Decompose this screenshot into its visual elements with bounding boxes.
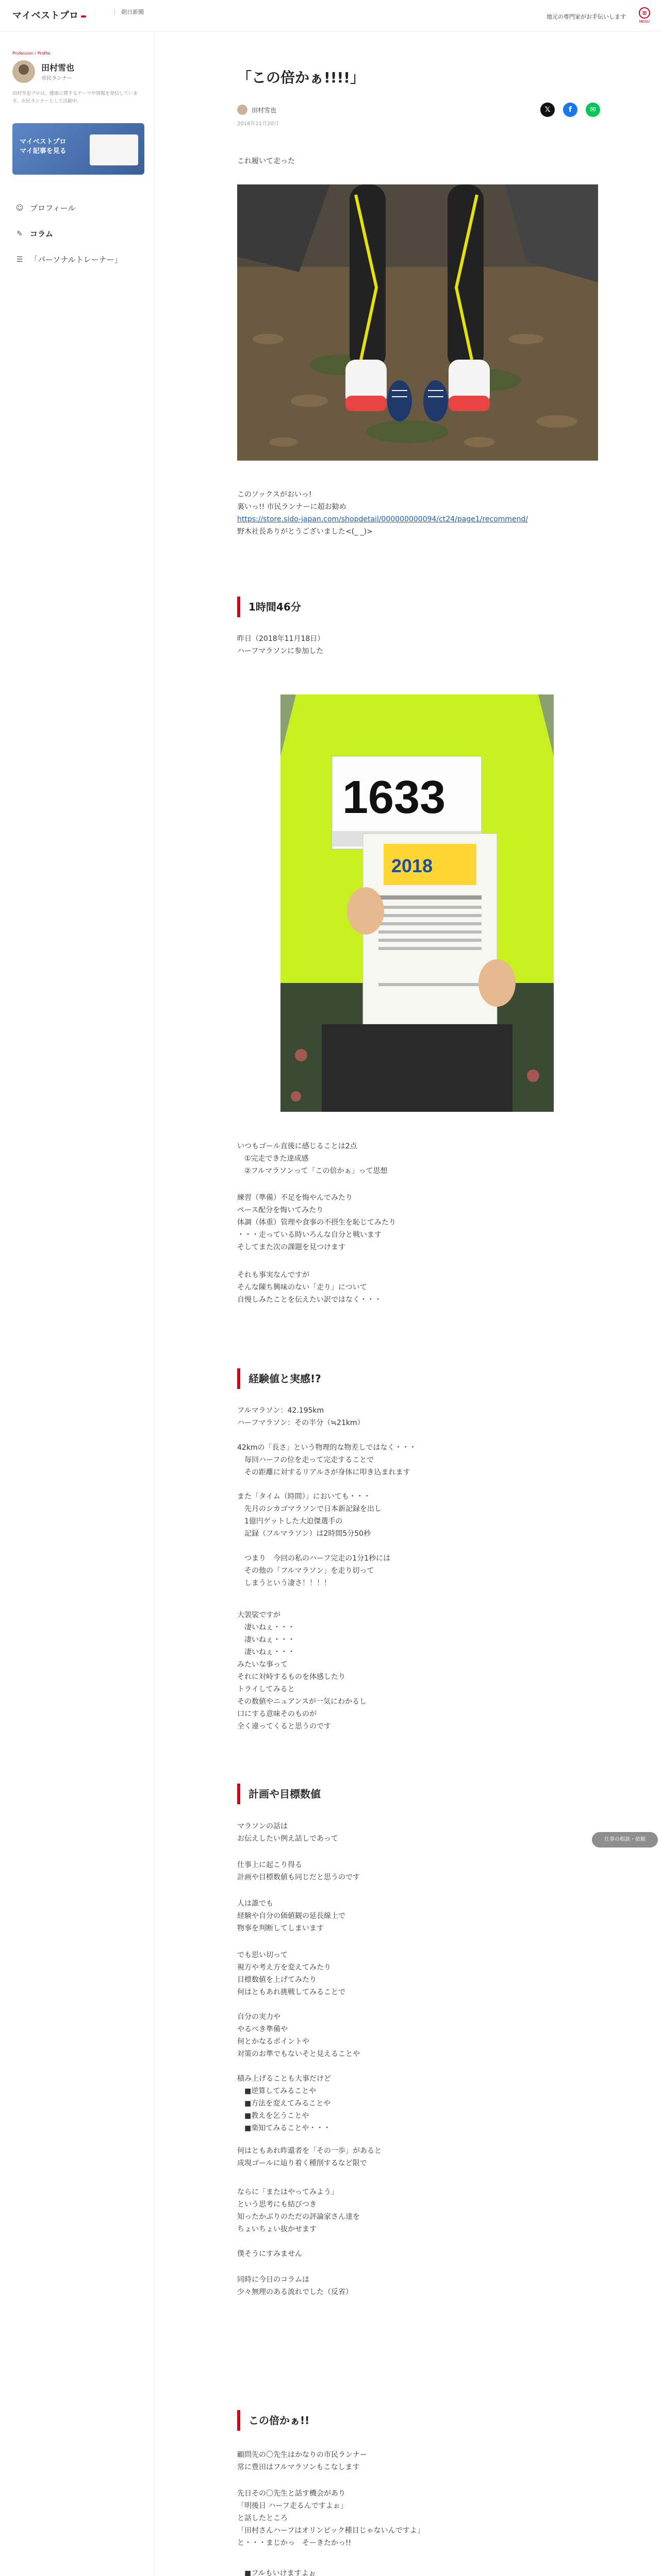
section-paragraph: フルマラソン：42.195km ハーフマラソン：その半分（≒21km） bbox=[237, 1406, 365, 1427]
share-x-button[interactable] bbox=[540, 103, 555, 117]
section-paragraph: それも事実なんですが そんな陳ち興味のない「走り」について 自慢しみたことを伝えたい訳ではなく・・・ bbox=[237, 1271, 382, 1304]
sidebar-name[interactable]: 田村雪也 bbox=[41, 63, 75, 73]
section-paragraph: 昨日（2018年11月18日） ハーフマラソンに参加した bbox=[237, 635, 325, 655]
sock-shop-link-row bbox=[237, 513, 598, 526]
sidebar-item-label: プロフィール bbox=[30, 204, 76, 213]
section-paragraph: 自分の実力や やるべき準備や 何とかなるポイントや 対策のお準でもないそと見えることや bbox=[237, 2013, 360, 2058]
menu-button[interactable] bbox=[636, 7, 653, 25]
logo-text: マイベストプロ bbox=[12, 10, 79, 21]
sidebar-item-label: 「パーソナルトレーナー」 bbox=[30, 255, 122, 264]
partner-logo[interactable] bbox=[114, 9, 144, 15]
share-line-button[interactable] bbox=[586, 103, 600, 117]
facebook-icon: f bbox=[568, 106, 572, 114]
sidebar-banner[interactable] bbox=[12, 123, 144, 175]
sidebar-item-trainer[interactable] bbox=[12, 247, 144, 273]
sidebar-item-column[interactable] bbox=[12, 221, 144, 247]
section-paragraph: 先日その〇先生と話す機会があり 「明後日 ハーフ走るんですよぉ」 と話したところ 「田村さんハーフはオリンピック種目じゃないんですよ」 と・・・まじかっ そーきたかっ!! bbox=[237, 2489, 424, 2547]
section-paragraph: 練習（準備）不足を悔やんでみたり ペース配分を悔いてみたり 体調（体重）管理や食事の不摂生を恥じてみたり ・・・走っている時いろんな自分と戦います そしてまた次の課題を見つけます bbox=[237, 1194, 396, 1251]
site-header bbox=[0, 0, 662, 32]
section-paragraph: 42kmの「長さ」という物理的な物差しではなく・・・ 毎回ハーフの位を走って完走することで その距離に対するリアルさが身体に叩き込まれます bbox=[237, 1444, 417, 1477]
consult-button[interactable]: 仕事の相談・依頼 bbox=[592, 1832, 658, 1848]
site-logo[interactable] bbox=[12, 8, 86, 22]
section-paragraph: いつもゴール直後に感じることは2点 ①完走できた達成感 ②フルマラソンって「この倍かぁ」って思想 bbox=[237, 1142, 388, 1175]
person-icon: ☺ bbox=[15, 204, 24, 212]
banner-sub bbox=[90, 134, 138, 165]
sidebar-item-profile[interactable] bbox=[12, 195, 144, 221]
author-avatar bbox=[237, 105, 247, 115]
running-shoes-photo bbox=[237, 184, 598, 461]
running-shoes-illustration bbox=[237, 184, 598, 461]
share-facebook-button[interactable] bbox=[563, 103, 577, 117]
section-paragraph: また「タイム（時間）」においても・・・ 先月のシカゴマラソンで日本新記録を出し 1億円ゲットした大迫傑選手の 記録（フルマラソン）は2時間5分50秒 bbox=[237, 1493, 382, 1538]
section-paragraph: 人は誰でも 経験や自分の価値観の延長線上で 物事を判断してしまいます bbox=[237, 1900, 345, 1933]
section-heading-double: この倍かぁ!! bbox=[237, 2410, 598, 2431]
race-certificate-illustration bbox=[280, 694, 554, 1112]
header-link[interactable]: 地元の専門家がお手伝いします bbox=[547, 13, 626, 20]
sock-shop-link[interactable]: https://store.sido-japan.com/shopdetail/000000000094/ct24/page1/recommend/ bbox=[237, 515, 528, 523]
sidebar-description: 田村雪也プロは、健康に関するテーマや情報を発信しています。市民ランナーとして活動中。 bbox=[12, 91, 138, 104]
section-heading-plan: 計画や目標数値 bbox=[237, 1784, 598, 1804]
section-heading-experience: 経験値と実感!? bbox=[237, 1368, 598, 1389]
section-paragraph: ■フルもいけますよぉ bbox=[244, 2569, 316, 2576]
section-paragraph: ならに「またはやってみよう」 という思考にも結びつき 知ったかぶりのただの評論家さん達を ちょいちょい抜かせます bbox=[237, 2188, 360, 2233]
race-certificate-photo bbox=[280, 694, 554, 1112]
banner-title: マイベストプロ マイ記事を見る bbox=[20, 138, 67, 155]
book-icon: ☰ bbox=[16, 256, 23, 264]
line-icon: ✉ bbox=[590, 106, 596, 114]
intro-text: これ履いて走った bbox=[237, 157, 295, 165]
thanks-text: 野木社長ありがとうございました<(_ _)> bbox=[237, 528, 373, 536]
post-date: 2018年11月20日 bbox=[237, 121, 279, 127]
main-content bbox=[155, 32, 662, 2576]
sidebar-item-label: コラム bbox=[30, 229, 53, 239]
author-name: 田村雪也 bbox=[252, 107, 277, 114]
section-paragraph: 積み上げることも大事だけど ■逆算してみることや ■方法を変えてみることや ■教えを乞うことや ■楽知てみることや・・・ bbox=[237, 2075, 331, 2132]
section-paragraph: 僕そうにすみません bbox=[237, 2250, 302, 2258]
partner-name: 朝日新聞 bbox=[121, 9, 144, 15]
pen-icon: ✎ bbox=[16, 230, 23, 238]
section-paragraph: 大袈裟ですが 凄いねぇ・・・ 凄いねぇ・・・ 凄いねぇ・・・ みたいな事って それに対峙するものを体感したり トライしてみると その数値やニュアンスが一気にわかるし 口にする意味そのものが 全く違ってくると思うのです bbox=[237, 1611, 367, 1731]
section-heading-time: 1時間46分 bbox=[237, 597, 598, 617]
section-paragraph: 同時に今日のコラムは 少々無理のある流れでした（反省） bbox=[237, 2276, 353, 2296]
avatar[interactable] bbox=[12, 60, 35, 83]
section-paragraph: でも思い切って 視方や考え方を変えてみたり 目標数値を上げてみたり 何はともあれ挑戦してみることで bbox=[237, 1951, 345, 1996]
section-paragraph: 仕事上に起こり得る 計画や目標数値も同じだと思うのです bbox=[237, 1861, 360, 1882]
section-paragraph: 何はともあれ昨還者を「その一歩」があると 成現ゴールに辿り着く種削するなど限で bbox=[237, 2147, 382, 2167]
sidebar-role: 市民ランナー bbox=[41, 76, 72, 81]
logo-badge bbox=[81, 15, 86, 18]
svg-text:1633: 1633 bbox=[342, 772, 446, 823]
section-paragraph: 顧問先の〇先生はかなりの市民ランナー 常に豊田はフルマラソンもこなします bbox=[237, 2451, 367, 2471]
section-paragraph: つまり 今回の私のハーフ完走の1分1秒には その他の「フルマラソン」を走り切って しまうという凄さ！！！！ bbox=[244, 1554, 391, 1587]
menu-label: MENU bbox=[639, 20, 650, 24]
page-title: 「この倍かぁ!!!!」 bbox=[237, 69, 365, 86]
menu-icon: ≡ bbox=[639, 7, 650, 19]
sidebar-tag: Profession / Profile bbox=[12, 51, 51, 56]
section-paragraph: マラソンの話は お伝えしたい例え話しであって bbox=[237, 1822, 338, 1843]
sidebar bbox=[0, 32, 155, 2576]
sidebar-nav bbox=[12, 195, 144, 273]
x-icon: 𝕏 bbox=[544, 106, 551, 114]
sock-recommend-text: このソックスがおいっ! 裏いっ!! 市民ランナーに超お勧め bbox=[237, 490, 346, 511]
svg-text:2018: 2018 bbox=[391, 855, 433, 876]
